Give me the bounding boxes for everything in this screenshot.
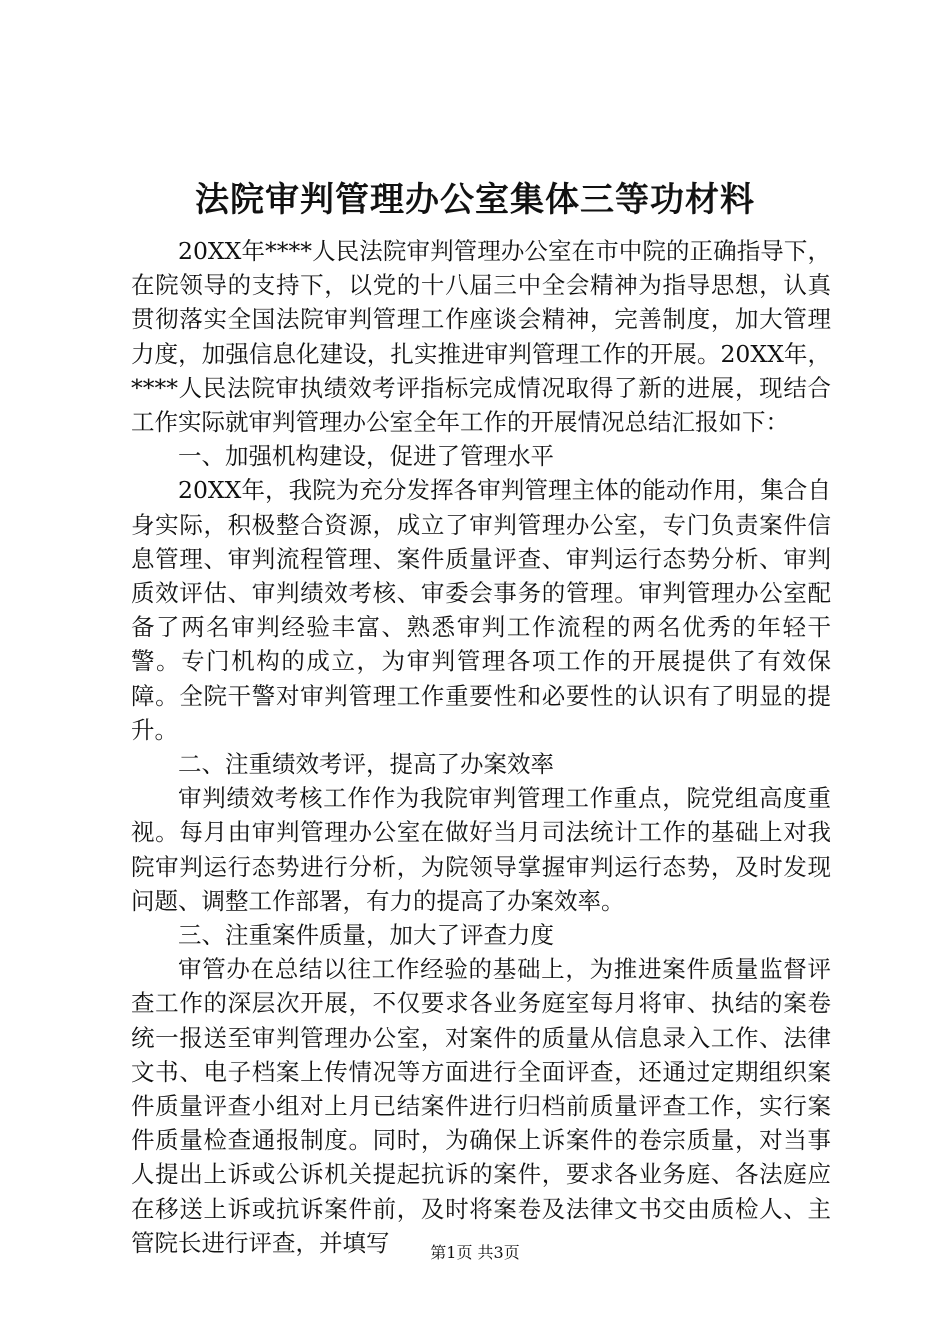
- section-2-paragraph: 审判绩效考核工作作为我院审判管理工作重点，院党组高度重视。每月由审判管理办公室在做好当月司法统计工作的基础上对我院审判运行态势进行分析，为院领导掌握审判运行态势，及时发现问题、调整工作部署，有力的提高了办案效率。: [131, 784, 831, 915]
- document-title: 法院审判管理办公室集体三等功材料: [195, 180, 755, 220]
- section-3-paragraph: 审管办在总结以往工作经验的基础上，为推进案件质量监督评查工作的深层次开展，不仅要求各业务庭室每月将审、执结的案卷统一报送至审判管理办公室，对案件的质量从信息录入工作、法律文书、电子档案上传情况等方面进行全面评查，还通过定期组织案件质量评查小组对上月已结案件进行归档前质量评查工作，实行案件质量检查通报制度。同时，为确保上诉案件的卷宗质量，对当事人提出上诉或公诉机关提起抗诉的案件，要求各业务庭、各法庭应在移送上诉或抗诉案件前，及时将案卷及法律文书交由质检人、主管院长进行评查，并填写: [131, 955, 831, 1257]
- intro-paragraph: 20XX年****人民法院审判管理办公室在市中院的正确指导下，在院领导的支持下，以党的十八届三中全会精神为指导思想，认真贯彻落实全国法院审判管理工作座谈会精神，完善制度，加大管理力度，加强信息化建设，扎实推进审判管理工作的开展。20XX年，****人民法院审执绩效考评指标完成情况取得了新的进展，现结合工作实际就审判管理办公室全年工作的开展情况总结汇报如下：: [131, 237, 831, 437]
- section-1-paragraph: 20XX年，我院为充分发挥各审判管理主体的能动作用，集合自身实际，积极整合资源，成立了审判管理办公室，专门负责案件信息管理、审判流程管理、案件质量评查、审判运行态势分析、审判质效评估、审判绩效考核、审委会事务的管理。审判管理办公室配备了两名审判经验丰富、熟悉审判工作流程的两名优秀的年轻干警。专门机构的成立，为审判管理各项工作的开展提供了有效保障。全院干警对审判管理工作重要性和必要性的认识有了明显的提升。: [131, 476, 831, 744]
- section-heading-3: 三、注重案件质量，加大了评查力度: [178, 921, 554, 950]
- section-heading-2: 二、注重绩效考评，提高了办案效率: [178, 750, 554, 779]
- page-number-footer: 第1页 共3页: [430, 1243, 520, 1262]
- section-heading-1: 一、加强机构建设，促进了管理水平: [178, 442, 554, 471]
- document-body: [131, 234, 831, 1260]
